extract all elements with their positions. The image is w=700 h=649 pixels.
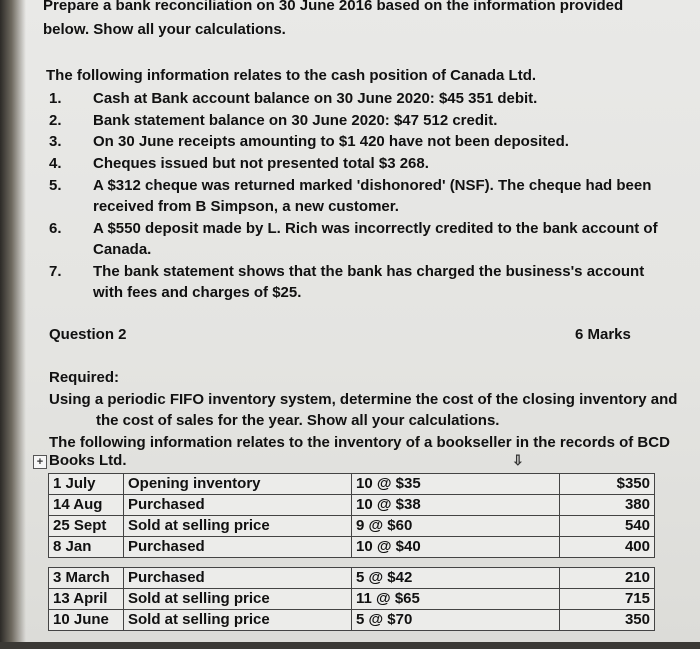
table-row: 3 March Purchased 5 @ $42 210 (49, 568, 655, 589)
header-line-1: Prepare a bank reconciliation on 30 June 2016 based on the information provided (43, 0, 624, 14)
table-row: 1 July Opening inventory 10 @ $35 $350 (49, 474, 655, 495)
arrow-cursor-icon: ⇩ (512, 452, 524, 468)
inventory-table-2 (48, 567, 655, 631)
bottom-edge-shadow (0, 642, 700, 649)
required-line-4: Books Ltd. (49, 452, 127, 469)
required-label: Required: (49, 369, 120, 386)
table-row: 13 April Sold at selling price 11 @ $65 715 (49, 589, 655, 610)
required-line-3: The following information relates to the inventory of a bookseller in the records of BCD (49, 434, 670, 451)
table-row: 8 Jan Purchased 10 @ $40 400 (49, 537, 655, 558)
required-line-1: Using a periodic FIFO inventory system, determine the cost of the closing inventory and (49, 391, 678, 408)
table-row: 25 Sept Sold at selling price 9 @ $60 540 (49, 516, 655, 537)
question-title: Question 2 (49, 326, 127, 343)
intro-text: The following information relates to the cash position of Canada Ltd. (46, 67, 537, 84)
plus-box-icon[interactable]: + (33, 455, 47, 469)
table-row: 14 Aug Purchased 10 @ $38 380 (49, 495, 655, 516)
table-row: 10 June Sold at selling price 5 @ $70 350 (49, 610, 655, 631)
required-line-2: the cost of sales for the year. Show all your calculations. (96, 412, 500, 429)
inventory-table-1 (48, 473, 655, 558)
question-marks: 6 Marks (575, 326, 631, 343)
header-line-2: below. Show all your calculations. (43, 21, 286, 38)
page-edge-shadow (0, 0, 26, 649)
